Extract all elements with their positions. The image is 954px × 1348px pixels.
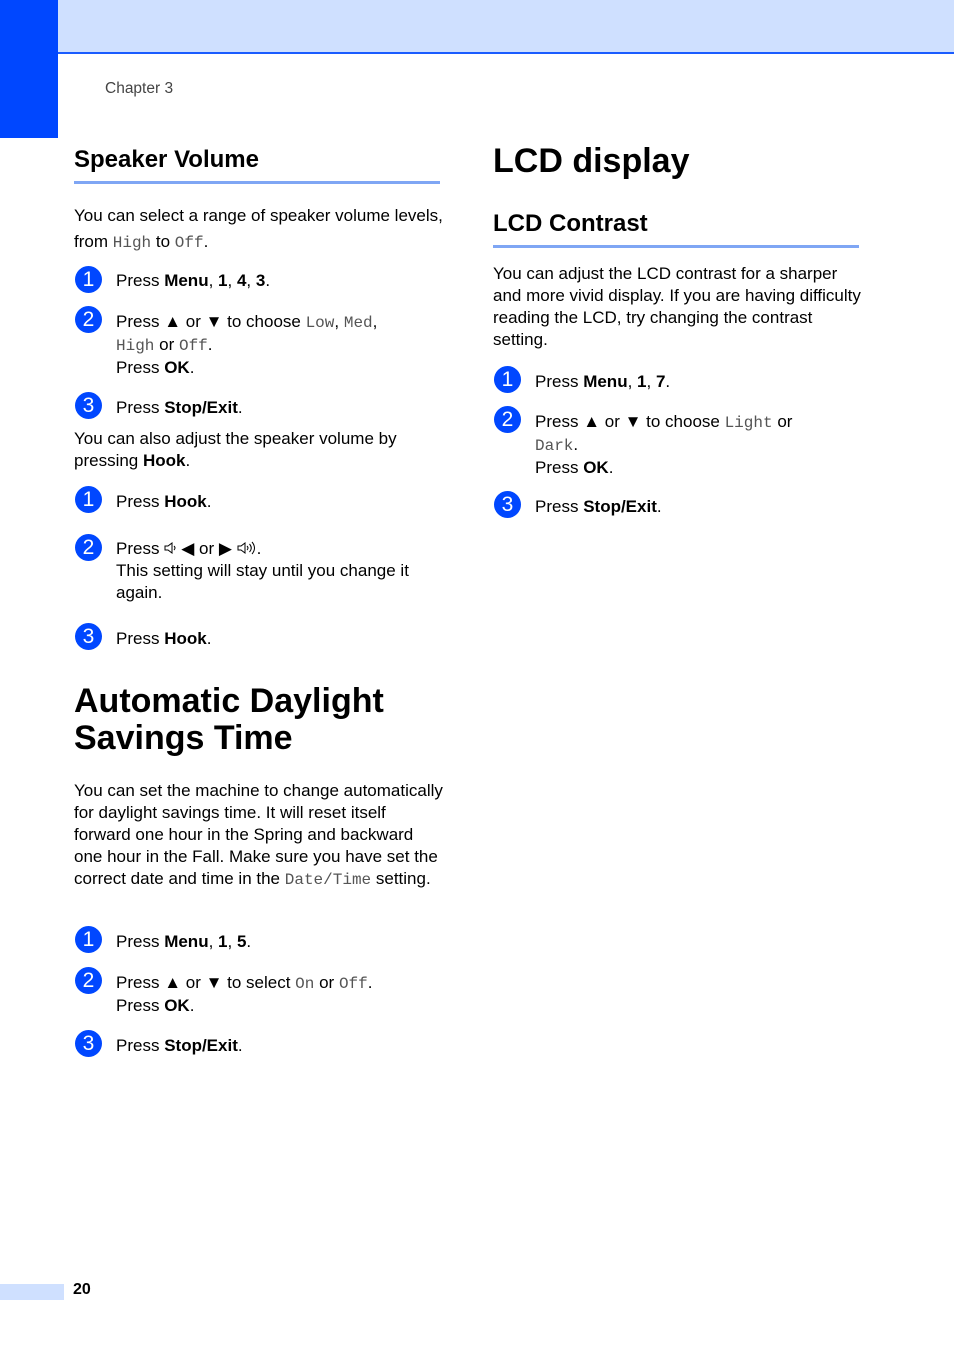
- volume-high-icon: [237, 541, 257, 555]
- right-arrow-icon: ▶: [218, 539, 232, 558]
- volume-low-icon: [164, 541, 181, 555]
- left-arrow-icon: ◀: [181, 539, 195, 558]
- step-number: 1: [75, 266, 102, 293]
- lcd-contrast-heading: LCD Contrast: [493, 210, 648, 237]
- step-number: 3: [75, 1030, 102, 1057]
- daylight-intro: You can set the machine to change automatically for daylight savings time. It will reset itself forward one hour in the Spring and backward one hour in the Fall. Make sure you have set the correct date and time in the Date/Time setting.: [74, 781, 443, 889]
- heading-rule: [74, 181, 440, 184]
- down-arrow-icon: ▼: [205, 973, 223, 992]
- up-arrow-icon: ▲: [164, 973, 182, 992]
- step-number: 3: [494, 491, 521, 518]
- chapter-label: Chapter 3: [105, 80, 174, 97]
- step-number: 2: [75, 967, 102, 994]
- speaker-volume-also: You can also adjust the speaker volume by pressing Hook.: [74, 429, 397, 470]
- step-text: Press Hook.: [116, 492, 212, 511]
- up-arrow-icon: ▲: [164, 312, 182, 331]
- step-text: Press Hook.: [116, 629, 212, 648]
- step-text: Press ▲ or ▼ to select On or Off. Press OK.: [116, 973, 373, 1015]
- step-text: Press Menu, 1, 4, 3.: [116, 271, 271, 290]
- step-number: 2: [75, 534, 102, 561]
- page-number: 20: [73, 1281, 91, 1298]
- down-arrow-icon: ▼: [205, 312, 223, 331]
- step-text: Press Stop/Exit.: [116, 398, 243, 417]
- lcd-contrast-intro: You can adjust the LCD contrast for a sharper and more vivid display. If you are having difficulty reading the LCD, try changing the contrast setting.: [493, 264, 861, 349]
- up-arrow-icon: ▲: [583, 412, 601, 431]
- step-number: 3: [75, 392, 102, 419]
- step-number: 1: [494, 366, 521, 393]
- header-band: [0, 0, 954, 54]
- lcd-display-heading: LCD display: [493, 142, 690, 180]
- speaker-volume-intro: You can select a range of speaker volume levels, from High to Off.: [74, 206, 443, 252]
- down-arrow-icon: ▼: [624, 412, 642, 431]
- step-text: Press Stop/Exit.: [535, 497, 662, 516]
- step-text: Press ◀ or ▶ . This setting will stay until you change it again.: [116, 539, 409, 602]
- step-number: 2: [75, 306, 102, 333]
- step-text: Press ▲ or ▼ to choose Low, Med, High or Off. Press OK.: [116, 312, 378, 377]
- chapter-tab: [0, 0, 58, 138]
- heading-rule: [493, 245, 859, 248]
- speaker-volume-heading: Speaker Volume: [74, 146, 259, 173]
- step-text: Press Menu, 1, 7.: [535, 372, 671, 391]
- step-text: Press Menu, 1, 5.: [116, 932, 252, 951]
- step-number: 1: [75, 926, 102, 953]
- step-text: Press ▲ or ▼ to choose Light or Dark. Press OK.: [535, 412, 793, 477]
- step-number: 2: [494, 406, 521, 433]
- step-number: 3: [75, 623, 102, 650]
- step-text: Press Stop/Exit.: [116, 1036, 243, 1055]
- step-number: 1: [75, 486, 102, 513]
- footer-band: [0, 1284, 64, 1300]
- daylight-heading: Automatic Daylight Savings Time: [74, 682, 384, 757]
